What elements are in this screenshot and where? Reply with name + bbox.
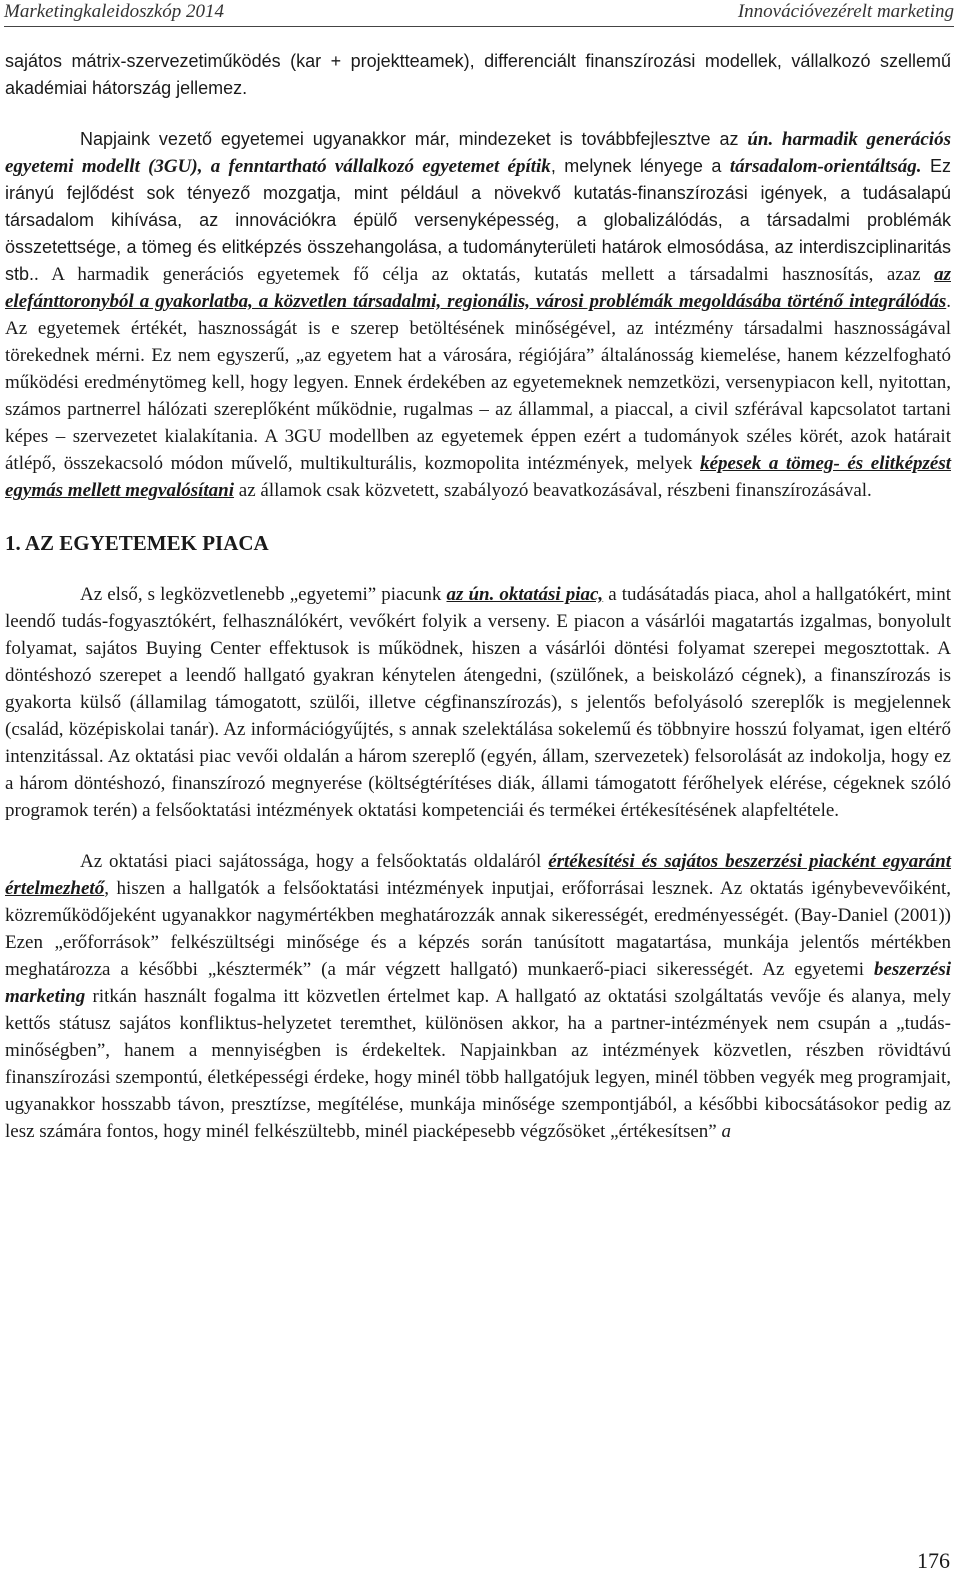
- paragraph-procurement-market: [5, 848, 951, 1145]
- p2-text-5: . Az egyetemek értékét, hasznosságát is e szerep betöltésének minőségével, az intézmény társadalmi hasznosságával törekednek mérni. Ez nem egyszerű, „az egyetem hat a városára, régiójára” általánosság kiemelése, hanem kézzelfogható működési eredménytömeg kell, hogy legyen. Ennek érdekében az egyetemeknek nemzetközi, versenypiacon kell, nyitottan, számos partnerrel hálózati szereplőként működnie, rugalmas – az állammal, a piaccal, a civil szférával kapcsolatot tartani képes – szervezetet kialakítania. A 3GU modellben az egyetemek éppen ezért a tudományok széles körét, azok határait átlépő, összekacsoló módon művelő, multikulturális, kozmopolita intézmények, melyek: [5, 291, 951, 474]
- p3-text-2: a tudásátadás piaca, ahol a hallgatókért, mint leendő tudás-fogyasztókért, felhasználókért, vevőkért folyik a verseny. E piacon a vásárlói magatartás izgalmas, bonyolult folyamat, sajátos Buying Center effektusok is működnek, hiszen a vásárlói döntési folyamat szerepei megosztottak. A döntéshozó szerepet a leendő hallgató gyakran kénytelen átengedni, (szülőnek, a beiskolázó cégnek), a finanszírozás is gyakorta külső (államilag támogatott, szülői, illetve cégfinanszírozás), s jelentős befolyásoló szereplők is megjelennek (család, középiskolai tanár). Az információgyűjtés, s annak szelektálása sokelemű és többnyire hosszú folyamat, igen eltérő intenzitással. Az oktatási piac vevői oldalán a három szereplő (egyén, állam, szervezetek) felsorolását az indokolja, hogy ez a három döntéshozó, finanszírozó megnyerése (költségtérítéses diák, állami támogatott férőhelyek elérése, cégeknek szóló programok terén) a felsőoktatási intézmények oktatási kompetenciái és termékei értékesítésének alapfeltétele.: [5, 584, 951, 821]
- p4-text-3: ritkán használt fogalma itt közvetlen értelmet kap. A hallgató az oktatási szolgáltatás vevője és alanya, mely kettős státusz sajátos konfliktus-helyzetet teremthet, különösen akkor, ha a partner-intézmények nem csupán a „tudás-minőségben”, hanem a mennyiségben is érdekeltek. Napjainkban az intézmények közvetlen, részben rövidtávú finanszírozási szempontú, életképességi érdeke, hogy minél több hallgatójuk legyen, minél többen vegyék meg programjait, ugyanakkor hosszabb távon, presztízse, megítélése, munkája minősége szempontjából, a későbbi kibocsátásokor pedig az lesz számára fontos, hogy minél felkészültebb, minél piacképesebb végzősöket „értékesítsen”: [5, 986, 951, 1142]
- p2-emphasis-orientation: társadalom-orientáltság.: [729, 156, 922, 177]
- p2-emphasis-integration: az elefánttoronyból a gyakorlatba, a közvetlen társadalmi, regionális, városi problémák megoldásába történő integrálódás: [5, 264, 951, 312]
- p2-text-1: Napjaink vezető egyetemei ugyanakkor már, mindezeket is továbbfejlesztve az: [80, 129, 748, 149]
- p4-emphasis-markets: értékesítési és sajátos beszerzési piacként egyaránt értelmezhető: [5, 851, 951, 899]
- p2-text-3: Ez irányú fejlődést sok tényező mozgatja, mint például a növekvő kutatás-finanszírozási igények, a tudásalapú társadalom kihívása, az innovációkra épülő versenyképesség, a globalizálódás, a társadalmi problémák összetettsége, a tömeg és elitképzés összehangolása, a tudományterületi határok elmosódása, az interdiszciplinaritás stb.: [5, 156, 952, 284]
- paragraph-education-market: [5, 581, 951, 824]
- page-number: 176: [917, 1548, 950, 1573]
- p2-text-2: , melynek lényege a: [550, 156, 730, 176]
- p2-emphasis-mass-elite: képesek a tömeg- és elitképzést egymás mellett megvalósítani: [5, 453, 952, 501]
- paragraph-3gu-model: [5, 126, 951, 504]
- p3-text-1: Az első, s legközvetlenebb „egyetemi” piacunk: [80, 584, 447, 605]
- p4-text-4: a: [721, 1121, 731, 1142]
- p2-text-4: . A harmadik generációs egyetemek fő célja az oktatás, kutatás mellett a társadalmi hasznosítás, azaz: [34, 264, 935, 285]
- page-body: [5, 48, 951, 1145]
- p2-emphasis-3gu: ún. harmadik generációs egyetemi modellt (3GU), a fenntartható vállalkozó egyetemet építik: [5, 129, 951, 177]
- paragraph-intro-continuation: sajátos mátrix-szervezetiműködés (kar + projektteamek), differenciált finanszírozási modellek, vállalkozó szellemű akadémiai hátország jellemez.: [5, 51, 951, 98]
- p3-emphasis-market: az ún. oktatási piac,: [446, 584, 604, 605]
- p2-text-6: az államok csak közvetett, szabályozó beavatkozásával, részbeni finanszírozásával.: [234, 480, 872, 501]
- section-title: 1. AZ EGYETEMEK PIACA: [5, 531, 269, 555]
- header-right-title: Innovációvezérelt marketing: [737, 1, 954, 22]
- p4-text-2: , hiszen a hallgatók a felsőoktatási intézmények inputjai, erőforrásai lesznek. Az oktatás igénybevevőiként, közreműködőjeként ugyanakkor nagymértékben meghatározzák annak sikerességét, eredményességét. (Bay-Daniel (2001)) Ezen „erőforrások” felkészültségi minősége és a képzés során tanúsított magatartása, munkája jelentős mértékben meghatározza a későbbi „késztermék” (a már végzett hallgató) munkaerő-piaci sikerességét. Az egyetemi: [5, 878, 951, 980]
- p4-text-1: Az oktatási piaci sajátossága, hogy a felsőoktatás oldaláról: [80, 851, 549, 872]
- page-header: [4, 0, 954, 27]
- p4-emphasis-procurement: beszerzési marketing: [5, 959, 951, 1007]
- header-left-title: Marketingkaleidoszkóp 2014: [4, 1, 225, 22]
